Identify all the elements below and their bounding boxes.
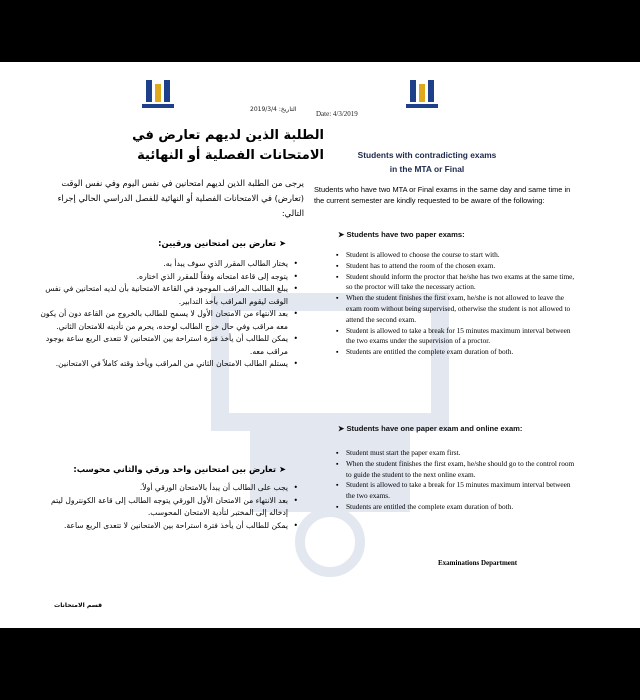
english-section1-heading: ➤ Students have two paper exams: bbox=[338, 230, 465, 239]
list-item: • بعد الانتهاء من الامتحان الأول الورقي يتوجه الطالب إلى قاعة الكونترول ليتم إدخاله إلى المختبر لتأدية الامتحان المحوسب. bbox=[40, 495, 288, 520]
arabic-section2-list bbox=[40, 482, 300, 532]
list-item: • يتوجه إلى قاعة امتحانه وفقاً للمقرر الذي اختاره. bbox=[40, 271, 288, 284]
arabic-department: قسم الامتحانات bbox=[54, 602, 103, 609]
arrow-icon: ➤ bbox=[276, 238, 286, 248]
list-item: ▪ Student should inform the proctor that he/she has two exams at the same time, so the proctor will take the necessary action. bbox=[346, 272, 578, 294]
document-page bbox=[0, 62, 640, 628]
arabic-section2-heading: ➤ تعارض بين امتحانين واحد ورقي والثاني محوسب: bbox=[73, 464, 286, 474]
list-item: ▪ Student is allowed to take a break for 15 minutes maximum interval between the two exams under the supervision of a proctor. bbox=[346, 326, 578, 348]
list-item: ▪ Student is allowed to take a break for 15 minutes maximum interval between the two exams. bbox=[346, 480, 578, 502]
list-item: • بعد الانتهاء من الامتحان الأول لا يسمح للطالب بالخروج من القاعة دون أن يكون معه مراقب وفي حال خرج الطالب لوحده، يحرم من تأديته للامتحان الثاني. bbox=[40, 308, 288, 333]
english-department: Examinations Department bbox=[438, 559, 518, 567]
arrow-icon: ➤ bbox=[338, 230, 347, 239]
arabic-title: الطلبة الذين لديهم تعارض في الامتحانات الفصلية أو النهائية bbox=[132, 128, 324, 163]
english-date: Date: 4/3/2019 bbox=[316, 110, 358, 118]
english-title bbox=[332, 148, 522, 176]
list-item: ▪ Students are entitled the complete exam duration of both. bbox=[346, 502, 578, 513]
list-item: ▪ Student must start the paper exam first. bbox=[346, 448, 578, 459]
arrow-icon: ➤ bbox=[338, 424, 347, 433]
list-item: • يستلم الطالب الامتحان الثاني من المراقب ويأخذ وقته كاملاً في الامتحانين. bbox=[40, 358, 288, 371]
arabic-intro: يرجى من الطلبة الذين لديهم امتحانين في نفس اليوم وفي نفس الوقت (تعارض) في الامتحانات الفصلية أو النهائية للفصل الدراسي الحالي إجراء التالي: bbox=[57, 178, 304, 218]
list-item: • يمكن للطالب أن يأخذ فترة استراحة بين الامتحانين لا تتعدى الربع ساعة بوجود مراقب معه. bbox=[40, 333, 288, 358]
list-item: ▪ Students are entitled the complete exam duration of both. bbox=[346, 347, 578, 358]
arrow-icon: ➤ bbox=[276, 464, 286, 474]
list-item: ▪ When the student finishes the first exam, he/she should go to the control room to guide the student to the next online exam. bbox=[346, 459, 578, 481]
english-section2-list bbox=[334, 448, 578, 513]
list-item: • يبلغ الطالب المراقب الموجود في القاعة الامتحانية بأن لديه امتحانين في نفس الوقت ليقوم المراقب بأخذ التدابير. bbox=[40, 283, 288, 308]
list-item: • يختار الطالب المقرر الذي سوف يبدأ به. bbox=[40, 258, 288, 271]
arabic-section1-list bbox=[40, 258, 300, 371]
arabic-date: التاريخ: 2019/3/4 bbox=[250, 106, 297, 113]
english-title-line2: in the MTA or Final bbox=[389, 164, 465, 174]
english-section1-list bbox=[334, 250, 578, 358]
university-logo-icon bbox=[140, 78, 176, 114]
english-title-line1: Students with contradicting exams bbox=[357, 150, 497, 160]
english-section2-heading: ➤ Students have one paper exam and online exam: bbox=[338, 424, 523, 433]
list-item: ▪ Student is allowed to choose the course to start with. bbox=[346, 250, 578, 261]
list-item: ▪ When the student finishes the first exam, he/she is not allowed to leave the exam room without being supervised, otherwise the student is not allowed to attend the second exam. bbox=[346, 293, 578, 325]
list-item: • يجب على الطالب أن يبدأ بالامتحان الورقي أولاً. bbox=[40, 482, 288, 495]
arabic-section1-heading: ➤ تعارض بين امتحانين ورقيين: bbox=[158, 238, 286, 248]
english-intro: Students who have two MTA or Final exams in the same day and same time in the current semester are kindly requested to be aware of the following: bbox=[314, 185, 571, 205]
list-item: • يمكن للطالب أن يأخذ فترة استراحة بين الامتحانين لا تتعدى الربع ساعة. bbox=[40, 520, 288, 533]
list-item: ▪ Student has to attend the room of the chosen exam. bbox=[346, 261, 578, 272]
university-logo-icon bbox=[404, 78, 440, 114]
